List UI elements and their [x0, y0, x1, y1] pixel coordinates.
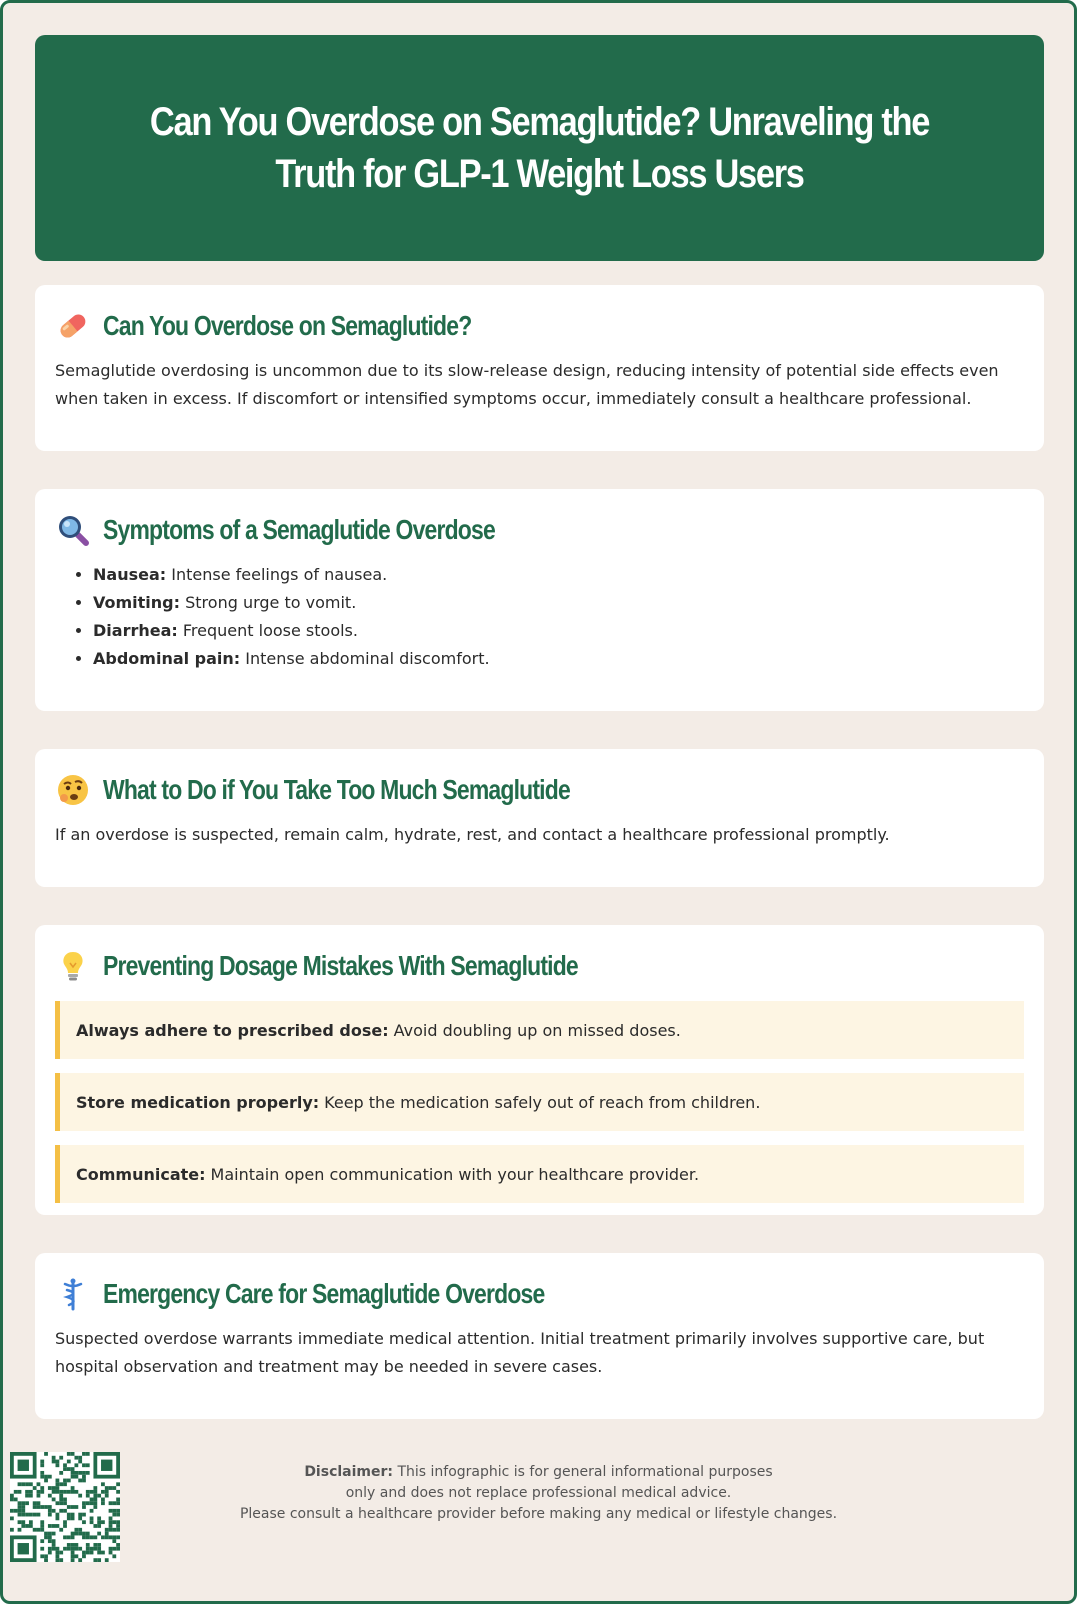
- tip-term: Store medication properly:: [76, 1092, 320, 1112]
- tip-desc: Avoid doubling up on missed doses.: [393, 1020, 681, 1040]
- tip-term: Communicate:: [76, 1164, 206, 1184]
- section-title: Symptoms of a Semaglutide Overdose: [103, 514, 495, 545]
- section-text: If an overdose is suspected, remain calm, hydrate, rest, and contact a healthcare professional promptly.: [55, 825, 890, 844]
- list-item: [93, 617, 1024, 645]
- section-title: What to Do if You Take Too Much Semaglutide: [103, 774, 570, 805]
- header-banner: [35, 35, 1044, 261]
- list-item: [93, 589, 1024, 617]
- section-overdose: [35, 285, 1044, 451]
- section-header: [55, 305, 1024, 347]
- section-preventing: [35, 925, 1044, 1215]
- section-symptoms: [35, 489, 1044, 711]
- lightbulb-icon: [55, 948, 91, 984]
- item-desc: Strong urge to vomit.: [185, 593, 357, 612]
- item-term: Vomiting:: [93, 593, 181, 612]
- disclaimer-line-3: Please consult a healthcare provider before making any medical or lifestyle changes.: [239, 1506, 838, 1522]
- section-title: Can You Overdose on Semaglutide?: [103, 310, 472, 341]
- section-text: Semaglutide overdosing is uncommon due to its slow-release design, reducing intensity of potential side effects even when taken in excess. If discomfort or intensified symptoms occur, immediately consult a healthcare professional.: [55, 361, 999, 408]
- page-title: Can You Overdose on Semaglutide? Unraveling the Truth for GLP-1 Weight Loss Users: [149, 100, 930, 196]
- item-desc: Intense feelings of nausea.: [171, 565, 388, 584]
- worried-face-icon: [55, 772, 91, 808]
- disclaimer-line-1: [0, 1462, 1077, 1483]
- disclaimer-text: This infographic is for general informational purposes: [397, 1464, 773, 1480]
- tip-term: Always adhere to prescribed dose:: [76, 1020, 389, 1040]
- tip-box: [55, 1073, 1024, 1131]
- caduceus-icon: [55, 1276, 91, 1312]
- item-term: Nausea:: [93, 565, 167, 584]
- section-header: [55, 945, 1024, 987]
- tip-box: [55, 1145, 1024, 1203]
- item-term: Abdominal pain:: [93, 649, 241, 668]
- section-text: Suspected overdose warrants immediate medical attention. Initial treatment primarily involves supportive care, but hospital observation and treatment may be needed in severe cases.: [55, 1329, 985, 1376]
- section-header: [55, 769, 1024, 811]
- item-term: Diarrhea:: [93, 621, 178, 640]
- symptom-list: [55, 561, 1024, 673]
- section-title: Preventing Dosage Mistakes With Semaglutide: [103, 950, 578, 981]
- disclaimer-label: Disclaimer:: [304, 1464, 393, 1480]
- section-title: Emergency Care for Semaglutide Overdose: [103, 1278, 545, 1309]
- item-desc: Frequent loose stools.: [182, 621, 358, 640]
- tip-desc: Keep the medication safely out of reach from children.: [324, 1092, 761, 1112]
- tip-box: [55, 1001, 1024, 1059]
- item-desc: Intense abdominal discomfort.: [245, 649, 490, 668]
- list-item: [93, 561, 1024, 589]
- disclaimer: [0, 1462, 1077, 1525]
- pill-icon: [55, 308, 91, 344]
- magnifier-icon: [55, 512, 91, 548]
- section-emergency: [35, 1253, 1044, 1419]
- section-header: [55, 509, 1024, 551]
- section-what-to-do: [35, 749, 1044, 887]
- list-item: [93, 645, 1024, 673]
- section-header: [55, 1273, 1024, 1315]
- tip-desc: Maintain open communication with your healthcare provider.: [210, 1164, 700, 1184]
- disclaimer-line-2: only and does not replace professional medical advice.: [345, 1485, 732, 1501]
